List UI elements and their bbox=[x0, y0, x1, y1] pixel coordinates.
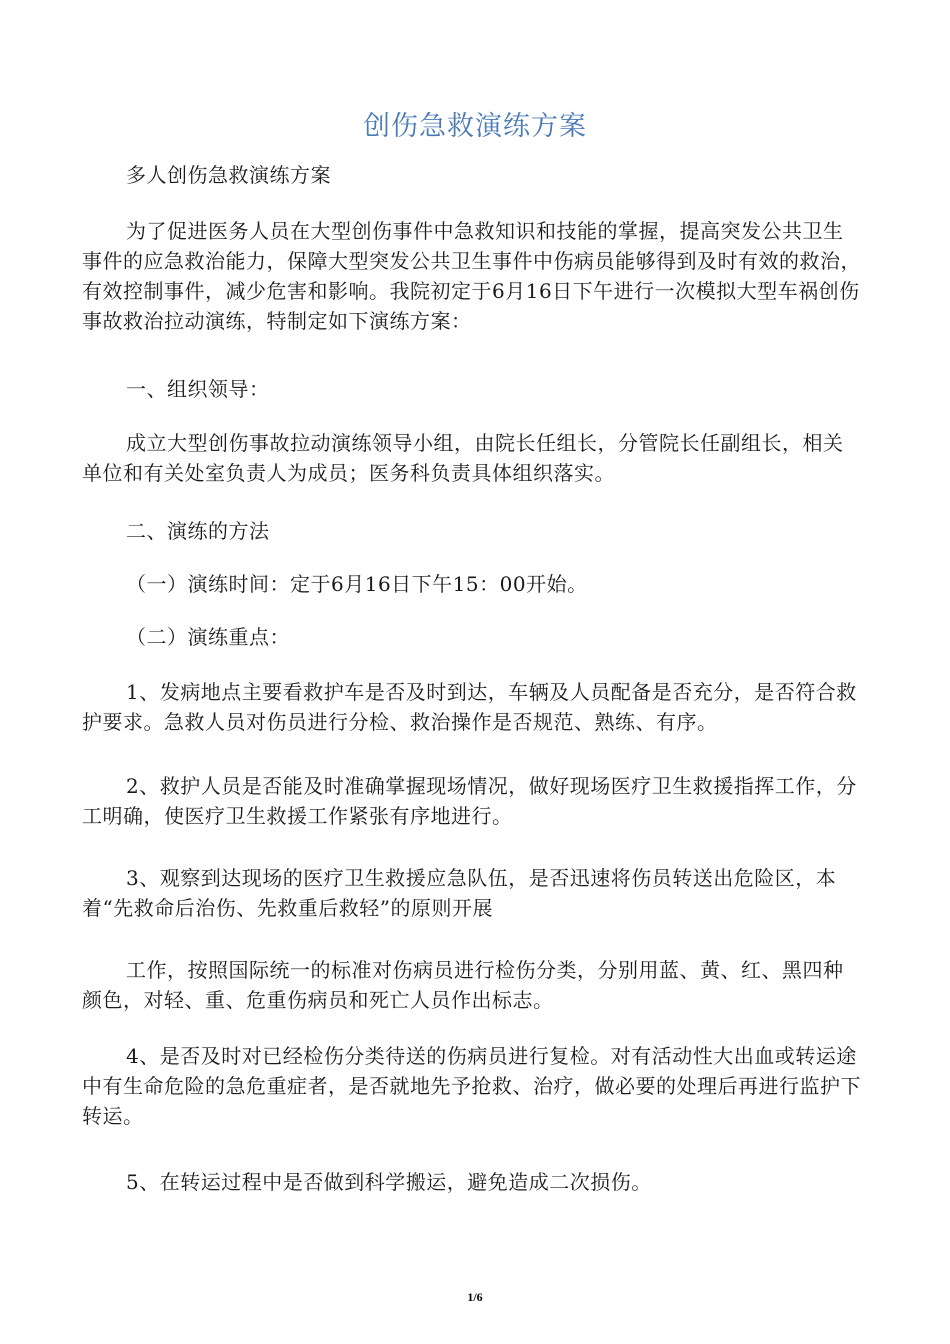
focus-item-2: 2、救护人员是否能及时准确掌握现场情况，做好现场医疗卫生救援指挥工作，分工明确，使医疗卫生救援工作紧张有序地进行。 bbox=[82, 774, 857, 828]
page-number: 1/6 bbox=[467, 1290, 483, 1304]
focus-item-1: 1、发病地点主要看救护车是否及时到达，车辆及人员配备是否充分，是否符合救护要求。急救人员对伤员进行分检、救治操作是否规范、熟练、有序。 bbox=[82, 680, 857, 734]
section2-heading: 二、演练的方法 bbox=[126, 519, 270, 543]
section1-body: 成立大型创伤事故拉动演练领导小组，由院长任组长，分管院长任副组长，相关单位和有关处室负责人为成员；医务科负责具体组织落实。 bbox=[82, 431, 844, 485]
document-subtitle: 多人创伤急救演练方案 bbox=[126, 163, 331, 187]
drill-focus-heading: （二）演练重点： bbox=[126, 625, 290, 649]
focus-item-3-continued: 工作，按照国际统一的标准对伤病员进行检伤分类，分别用蓝、黄、红、黑四种颜色，对轻、重、危重伤病员和死亡人员作出标志。 bbox=[82, 958, 844, 1012]
paragraph-intro: 为了促进医务人员在大型创伤事件中急救知识和技能的掌握，提高突发公共卫生事件的应急救治能力，保障大型突发公共卫生事件中伤病员能够得到及时有效的救治，有效控制事件，减少危害和影响。我院初定于6月16日下午进行一次模拟大型车祸创伤事故救治拉动演练，特制定如下演练方案： bbox=[82, 219, 861, 333]
drill-time: （一）演练时间：定于6月16日下午15：00开始。 bbox=[126, 572, 588, 596]
focus-item-4: 4、是否及时对已经检伤分类待送的伤病员进行复检。对有活动性大出血或转运途中有生命危险的急危重症者，是否就地先予抢救、治疗，做必要的处理后再进行监护下转运。 bbox=[82, 1044, 861, 1128]
focus-item-3: 3、观察到达现场的医疗卫生救援应急队伍，是否迅速将伤员转送出危险区，本着“先救命后治伤、先救重后救轻”的原则开展 bbox=[82, 866, 837, 920]
document-title: 创伤急救演练方案 bbox=[363, 111, 587, 142]
focus-item-5: 5、在转运过程中是否做到科学搬运，避免造成二次损伤。 bbox=[126, 1170, 652, 1194]
section1-heading: 一、组织领导： bbox=[126, 377, 270, 401]
